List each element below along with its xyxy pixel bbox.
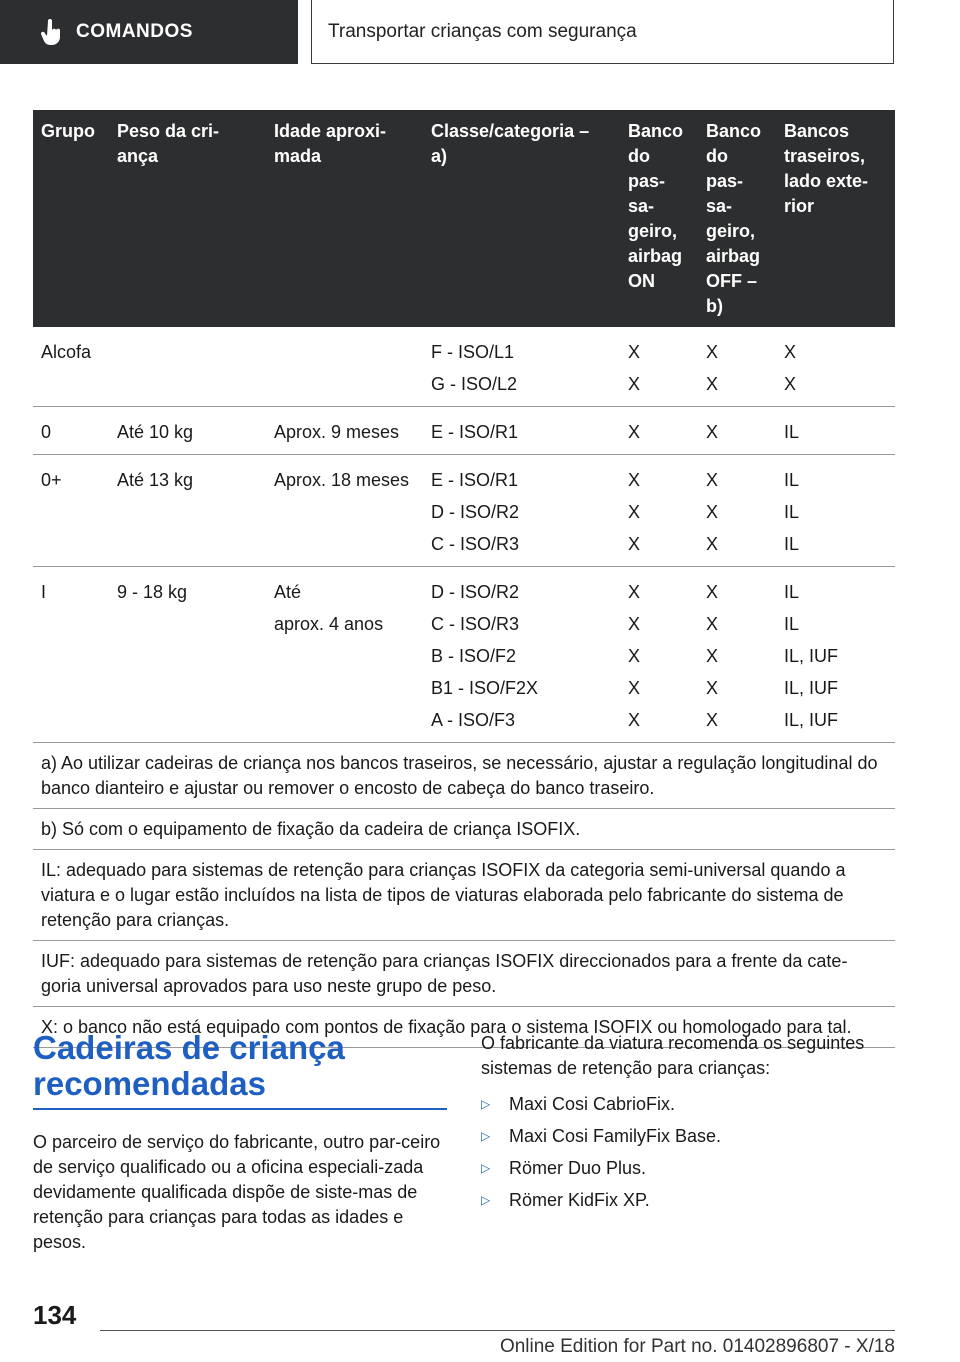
table-cell: X [698,407,776,455]
recommendation-intro: O fabricante da viatura recomenda os seguintes sistemas de retenção para crianças: [481,1033,865,1078]
column-header: Grupo [33,110,109,327]
table-cell: E - ISO/R1 [423,407,620,455]
table-row [33,455,895,567]
table-cell: X [620,407,698,455]
column-header: Peso da cri- ança [109,110,266,327]
bullet-triangle-icon: ▷ [481,1193,491,1207]
table-cell: F - ISO/L1 G - ISO/L2 [423,327,620,407]
table-cell: E - ISO/R1 D - ISO/R2 C - ISO/R3 [423,455,620,567]
column-header: Bancos traseiros, lado exte- rior [776,110,895,327]
column-header: Classe/categoria – a) [423,110,620,327]
table-cell: X X X [698,455,776,567]
table-row [33,407,895,455]
table-row [33,567,895,743]
list-item-text: Römer KidFix XP. [509,1189,650,1210]
bullet-triangle-icon: ▷ [481,1161,491,1175]
table-cell: X X [620,327,698,407]
section-paragraph: O parceiro de serviço do fabricante, outro par-ceiro de serviço qualificado ou a oficina especiali-zada devidamente qualificada dispõe de siste-mas de retenção para crianças para todas as idades e pesos. [33,1132,441,1252]
list-item [481,1088,891,1120]
table-cell: 9 - 18 kg [109,567,266,743]
table-cell: X X X X X [620,567,698,743]
table-cell: 0+ [33,455,109,567]
table-cell: Até 13 kg [109,455,266,567]
table-note: IUF: adequado para sistemas de retenção para crianças ISOFIX direccionados para a frente da cate-goria universal aprovados para uso neste grupo de peso. [33,941,895,1007]
table-note-row [33,743,895,809]
table-cell: I [33,567,109,743]
table-note: b) Só com o equipamento de fixação da cadeira de criança ISOFIX. [33,809,895,850]
table-cell: X X [698,327,776,407]
table-note-row [33,941,895,1007]
table-cell: 0 [33,407,109,455]
list-item-text: Maxi Cosi CabrioFix. [509,1093,676,1114]
section-label: COMANDOS [76,21,193,42]
list-item-text: Römer Duo Plus. [509,1157,647,1178]
table-cell: X X X [620,455,698,567]
breadcrumb [311,0,894,64]
table-row [33,327,895,407]
column-header: Banco do pas- sa- geiro, airbag OFF – b) [698,110,776,327]
list-item [481,1120,891,1152]
bullet-triangle-icon: ▷ [481,1129,491,1143]
list-item-text: Maxi Cosi FamilyFix Base. [509,1125,722,1146]
table-body [33,327,895,1048]
table-cell [109,327,266,407]
table-note: a) Ao utilizar cadeiras de criança nos bancos traseiros, se necessário, ajustar a regulação longitudinal do banco dianteiro e ajustar ou remover o encosto de cabeça do banco traseiro. [33,743,895,809]
table-cell: D - ISO/R2 C - ISO/R3 B - ISO/F2 B1 - ISO/F2X A - ISO/F3 [423,567,620,743]
isofix-table [33,110,895,1048]
section-heading: Cadeiras de criança recomendadas [33,1029,345,1102]
table-note-row [33,850,895,941]
footer-divider [100,1330,895,1331]
table-cell: IL [776,407,895,455]
table-cell: Até aprox. 4 anos [266,567,423,743]
page-number: 134 [33,1300,77,1330]
table-note: X: o banco não está equipado com pontos de fixação para o sistema ISOFIX ou homologado para tal. [33,1007,895,1048]
table-cell [266,327,423,407]
table-cell: Alcofa [33,327,109,407]
section-tab [0,0,298,64]
column-header: Idade aproxi- mada [266,110,423,327]
list-item [481,1184,891,1216]
breadcrumb-text: Transportar crianças com segurança [328,20,637,42]
recommended-seats-list [481,1088,891,1216]
list-item [481,1152,891,1184]
table-header-row [33,110,895,327]
column-header: Banco do pas- sa- geiro, airbag ON [620,110,698,327]
table-note-row [33,809,895,850]
table-note: IL: adequado para sistemas de retenção para crianças ISOFIX da categoria semi-universal quando a viatura e o lugar estão incluídos na lista de tipos de viaturas elaborada pelo fabricante do sistema de retenção para crianças. [33,850,895,941]
table-cell: X X [776,327,895,407]
table-cell: Aprox. 18 meses [266,455,423,567]
table-cell: X X X X X [698,567,776,743]
edition-footer: Online Edition for Part no. 01402896807 - X/18 [499,1336,895,1357]
heading-divider [33,1108,447,1110]
bullet-triangle-icon: ▷ [481,1097,491,1111]
table-cell: Aprox. 9 meses [266,407,423,455]
table-cell: IL IL IL, IUF IL, IUF IL, IUF [776,567,895,743]
hand-pointer-icon [40,19,62,45]
table-cell: Até 10 kg [109,407,266,455]
table-cell: IL IL IL [776,455,895,567]
